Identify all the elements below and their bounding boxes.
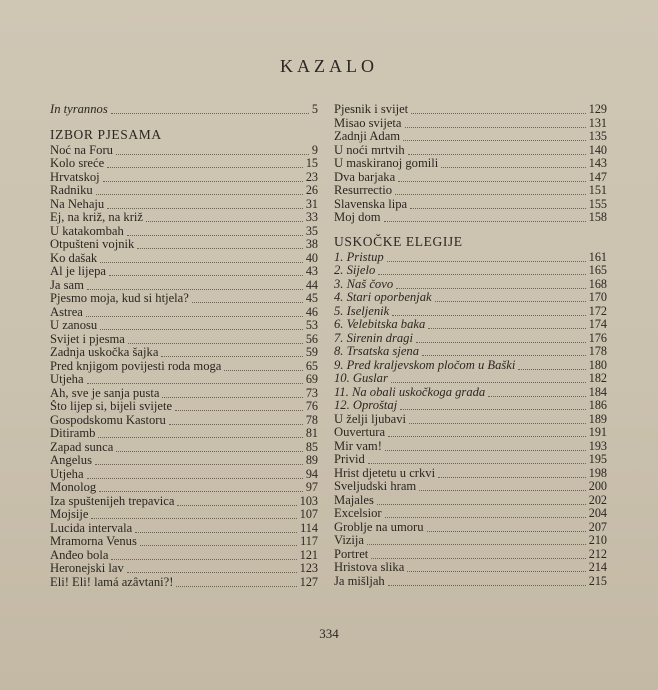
toc-entry <box>50 468 318 482</box>
dot-leader <box>488 387 585 397</box>
dot-leader <box>95 455 303 465</box>
toc-entry <box>334 386 607 400</box>
entry-page: 56 <box>305 332 318 346</box>
toc-entry <box>334 453 607 467</box>
entry-title: 12. Oproštaj <box>334 399 398 412</box>
entry-title: Angelus <box>50 454 92 467</box>
dot-leader <box>416 333 586 343</box>
entry-title: U zanosu <box>50 319 98 332</box>
toc-entry <box>50 400 318 414</box>
dot-leader <box>378 265 585 275</box>
dot-leader <box>403 131 586 141</box>
entry-page: 168 <box>588 277 607 291</box>
toc-entry <box>334 440 607 454</box>
toc-entry <box>334 534 607 548</box>
dot-leader <box>127 563 297 573</box>
entry-page: 184 <box>588 385 607 399</box>
dot-leader <box>87 469 303 479</box>
entry-title: 9. Pred kraljevskom pločom u Baški <box>334 358 516 372</box>
entry-title: Pjesnik i svijet <box>334 103 409 116</box>
dot-leader <box>103 172 303 182</box>
entry-title: Lucida intervala <box>50 521 133 535</box>
toc-entry <box>334 198 607 212</box>
dot-leader <box>428 319 585 329</box>
toc-entry <box>50 549 318 563</box>
entry-title: Majales <box>334 493 374 507</box>
entry-page: 73 <box>305 386 318 400</box>
toc-entry <box>50 387 318 401</box>
toc-entry <box>50 238 318 252</box>
section-heading: USKOČKE ELEGIJE <box>334 233 463 249</box>
entry-title: Vizija <box>334 534 365 547</box>
entry-page: 172 <box>588 304 607 318</box>
dot-leader <box>396 279 586 289</box>
page-number: 334 <box>319 626 339 641</box>
entry-title: Eli! Eli! lamá azâvtani?! <box>50 575 174 589</box>
dot-leader <box>107 158 303 168</box>
dot-leader <box>398 172 586 182</box>
toc-entry <box>50 265 318 279</box>
entry-page: 15 <box>305 157 318 170</box>
toc-entry <box>334 467 607 481</box>
toc-entry <box>50 427 318 441</box>
entry-page: 127 <box>299 575 318 589</box>
entry-title: Gospodskomu Kastoru <box>50 413 166 427</box>
entry-page: 195 <box>588 453 607 466</box>
toc-entry <box>50 576 318 590</box>
entry-title: Dva barjaka <box>334 170 396 184</box>
entry-title: Ja mišljah <box>334 574 385 588</box>
dot-leader <box>100 320 303 330</box>
toc-entry <box>50 535 318 549</box>
entry-page: 200 <box>588 480 607 493</box>
dot-leader <box>224 361 302 371</box>
entry-title: Hrist djetetu u crkvi <box>334 466 436 480</box>
entry-title: 5. Iseljenik <box>334 304 390 318</box>
entry-title: Al je lijepa <box>50 265 106 278</box>
entry-title: 8. Trsatska sjena <box>334 345 420 358</box>
entry-page: 202 <box>588 493 607 507</box>
toc-entry <box>334 548 607 562</box>
entry-page: 121 <box>299 548 318 562</box>
entry-page: 78 <box>305 413 318 427</box>
dot-leader <box>422 346 586 356</box>
entry-title: Groblje na umoru <box>334 520 424 534</box>
entry-title: Zapad sunca <box>50 440 114 454</box>
toc-entry <box>334 211 607 225</box>
entry-title: Mramorna Venus <box>50 535 137 548</box>
entry-title: Ja sam <box>50 278 84 292</box>
toc-entry <box>334 372 607 386</box>
toc-entry <box>334 117 607 131</box>
dot-leader <box>377 495 586 505</box>
toc-entry <box>334 494 607 508</box>
dot-leader <box>409 414 586 424</box>
dot-leader <box>405 118 586 128</box>
entry-page: 210 <box>588 534 607 547</box>
entry-page: 97 <box>305 481 318 494</box>
toc-entry <box>334 507 607 521</box>
entry-page: 38 <box>305 238 318 251</box>
dot-leader <box>128 334 303 344</box>
toc-entry <box>50 562 318 576</box>
entry-page: 143 <box>588 157 607 170</box>
entry-page: 81 <box>305 427 318 440</box>
toc-entry <box>50 441 318 455</box>
toc-entry <box>50 373 318 387</box>
toc-entry <box>334 251 607 265</box>
entry-page: 65 <box>305 359 318 373</box>
entry-page: 76 <box>305 400 318 413</box>
entry-title: Portret <box>334 547 369 561</box>
dot-leader <box>140 536 297 546</box>
entry-title: Iza spuštenijeh trepavica <box>50 494 175 508</box>
toc-entry <box>50 171 318 185</box>
entry-page: 31 <box>305 197 318 211</box>
entry-title: Svijet i pjesma <box>50 332 125 346</box>
entry-page: 53 <box>305 319 318 332</box>
dot-leader <box>391 373 586 383</box>
entry-title: Hristova slika <box>334 561 405 574</box>
toc-entry <box>50 184 318 198</box>
dot-leader <box>368 454 586 464</box>
entry-page: 117 <box>300 535 318 548</box>
right-column <box>334 103 607 588</box>
entry-page: 26 <box>305 184 318 197</box>
toc-entry <box>50 198 318 212</box>
toc-entry <box>50 157 318 171</box>
entry-title: 4. Stari oporbenjak <box>334 291 432 304</box>
entry-title: U noći mrtvih <box>334 143 405 157</box>
toc-entry <box>334 144 607 158</box>
dot-leader <box>427 522 586 532</box>
entry-page: 103 <box>299 494 318 508</box>
dot-leader <box>111 104 309 114</box>
entry-title: Otpušteni vojnik <box>50 238 135 251</box>
entry-page: 94 <box>305 467 318 481</box>
entry-title: 1. Pristup <box>334 250 384 264</box>
entry-title: Kolo sreće <box>50 157 105 170</box>
entry-page: 180 <box>588 358 607 372</box>
toc-entry <box>50 211 318 225</box>
dot-leader <box>371 549 585 559</box>
toc-entry <box>50 319 318 333</box>
toc-entry <box>50 279 318 293</box>
toc-list <box>334 103 607 225</box>
entry-title: 10. Guslar <box>334 372 388 385</box>
dot-leader <box>107 199 303 209</box>
entry-page: 140 <box>588 143 607 157</box>
toc-entry <box>334 575 607 589</box>
entry-title: Radniku <box>50 184 93 197</box>
entry-page: 85 <box>305 440 318 454</box>
entry-page: 9 <box>311 143 318 157</box>
entry-page: 135 <box>588 130 607 143</box>
toc-entry <box>50 103 318 117</box>
dot-leader <box>367 535 586 545</box>
toc-entry <box>334 264 607 278</box>
entry-page: 46 <box>305 305 318 319</box>
toc-entry <box>334 413 607 427</box>
entry-page: 204 <box>588 507 607 520</box>
entry-page: 131 <box>588 116 607 130</box>
entry-page: 214 <box>588 561 607 574</box>
entry-title: Noć na Foru <box>50 143 113 157</box>
entry-page: 158 <box>588 211 607 224</box>
dot-leader <box>388 576 586 586</box>
dot-leader <box>385 508 586 518</box>
entry-title: Monolog <box>50 481 97 494</box>
toc-entry <box>334 305 607 319</box>
dot-leader <box>109 266 303 276</box>
entry-page: 165 <box>588 264 607 277</box>
toc-entry <box>334 184 607 198</box>
entry-title: Utjeha <box>50 467 84 481</box>
entry-page: 147 <box>588 170 607 184</box>
dot-leader <box>441 158 585 168</box>
section-heading: IZBOR PJESAMA <box>50 126 162 142</box>
dot-leader <box>384 212 586 222</box>
toc-list <box>334 413 607 589</box>
entry-page: 23 <box>305 170 318 184</box>
toc-entry <box>334 332 607 346</box>
toc-entry <box>50 346 318 360</box>
toc-entry <box>334 278 607 292</box>
entry-page: 43 <box>305 265 318 278</box>
entry-page: 69 <box>305 373 318 386</box>
toc-entry <box>50 508 318 522</box>
toc-entry <box>50 495 318 509</box>
entry-title: Anđeo bola <box>50 548 109 562</box>
page-title: KAZALO <box>280 56 378 76</box>
toc-entry <box>50 252 318 266</box>
entry-title: 11. Na obali uskočkoga grada <box>334 385 486 399</box>
toc-entry <box>334 103 607 117</box>
toc-entry <box>50 333 318 347</box>
dot-leader <box>518 360 585 370</box>
entry-title: In tyrannos <box>50 103 108 116</box>
toc-entry <box>50 522 318 536</box>
dot-leader <box>96 185 303 195</box>
entry-title: Što lijep si, bijeli svijete <box>50 400 173 413</box>
entry-title: Astrea <box>50 305 83 319</box>
dot-leader <box>146 212 303 222</box>
dot-leader <box>177 496 296 506</box>
entry-page: 44 <box>305 278 318 292</box>
entry-title: Slavenska lipa <box>334 197 408 211</box>
dot-leader <box>419 481 586 491</box>
entry-title: U katakombah <box>50 224 124 238</box>
dot-leader <box>100 253 303 263</box>
dot-leader <box>162 388 302 398</box>
dot-leader <box>395 185 586 195</box>
entry-title: Moj dom <box>334 211 381 224</box>
toc-entry <box>50 481 318 495</box>
entry-page: 176 <box>588 331 607 345</box>
toc-entry <box>334 426 607 440</box>
toc-entry <box>334 157 607 171</box>
entry-title: Heronejski lav <box>50 562 124 575</box>
entry-title: Ah, sve je sanja pusta <box>50 386 160 400</box>
toc-list <box>334 251 607 413</box>
entry-title: 7. Sirenin dragi <box>334 331 413 345</box>
dot-leader <box>438 468 586 478</box>
toc-entry <box>50 292 318 306</box>
entry-title: Ko dašak <box>50 251 98 265</box>
entry-title: Mir vam! <box>334 439 382 453</box>
entry-page: 59 <box>305 346 318 359</box>
entry-page: 5 <box>311 103 318 116</box>
dot-leader <box>127 226 303 236</box>
dot-leader <box>388 427 586 437</box>
entry-title: 6. Velebitska baka <box>334 318 426 331</box>
entry-page: 35 <box>305 224 318 238</box>
entry-title: Excelsior <box>334 507 382 520</box>
entry-page: 191 <box>588 426 607 439</box>
entry-title: Pjesmo moja, kud si htjela? <box>50 292 189 305</box>
entry-title: Na Nehaju <box>50 197 105 211</box>
entry-page: 182 <box>588 372 607 385</box>
dot-leader <box>175 401 303 411</box>
entry-page: 129 <box>588 103 607 116</box>
entry-page: 207 <box>588 520 607 534</box>
toc-list <box>50 144 318 590</box>
entry-title: Pred knjigom povijesti roda moga <box>50 359 222 373</box>
entry-title: Zadnji Adam <box>334 130 401 143</box>
dot-leader <box>99 482 303 492</box>
entry-page: 123 <box>299 562 318 575</box>
dot-leader <box>116 145 309 155</box>
toc-entry <box>50 454 318 468</box>
dot-leader <box>176 577 296 587</box>
entry-page: 178 <box>588 345 607 358</box>
toc-entry <box>334 130 607 144</box>
entry-page: 161 <box>588 250 607 264</box>
entry-title: Mojsije <box>50 508 89 521</box>
toc-entry <box>334 521 607 535</box>
dot-leader <box>111 550 296 560</box>
toc-entry <box>50 360 318 374</box>
toc-entry <box>334 480 607 494</box>
entry-page: 212 <box>588 547 607 561</box>
dot-leader <box>87 280 303 290</box>
dot-leader <box>116 442 303 452</box>
entry-page: 198 <box>588 466 607 480</box>
dot-leader <box>135 523 297 533</box>
entry-page: 215 <box>588 574 607 588</box>
entry-title: Privid <box>334 453 365 466</box>
entry-page: 151 <box>588 184 607 197</box>
dot-leader <box>385 441 586 451</box>
entry-title: U želji ljubavi <box>334 412 407 426</box>
entry-title: Sveljudski hram <box>334 480 417 493</box>
dot-leader <box>192 293 303 303</box>
toc-entry <box>50 414 318 428</box>
toc-entry <box>334 399 607 413</box>
toc-entry <box>334 291 607 305</box>
entry-page: 186 <box>588 399 607 412</box>
dot-leader <box>98 428 302 438</box>
entry-page: 170 <box>588 291 607 304</box>
dot-leader <box>87 374 303 384</box>
dot-leader <box>435 292 586 302</box>
toc-entry <box>50 225 318 239</box>
entry-title: U maskiranoj gomili <box>334 157 439 170</box>
entry-title: Utjeha <box>50 373 84 386</box>
toc-entry <box>334 561 607 575</box>
entry-title: Resurrectio <box>334 184 393 197</box>
entry-title: Hrvatskoj <box>50 170 100 184</box>
entry-page: 114 <box>300 521 318 535</box>
entry-title: Ej, na križ, na križ <box>50 211 144 224</box>
entry-title: 2. Sijelo <box>334 264 376 277</box>
toc-entry <box>334 345 607 359</box>
dot-leader <box>408 145 586 155</box>
dot-leader <box>161 347 302 357</box>
dot-leader <box>407 562 585 572</box>
dot-leader <box>392 306 585 316</box>
dot-leader <box>400 400 586 410</box>
entry-page: 45 <box>305 292 318 305</box>
dot-leader <box>91 509 296 519</box>
entry-page: 193 <box>588 439 607 453</box>
entry-page: 33 <box>305 211 318 224</box>
dot-leader <box>137 239 303 249</box>
toc-entry <box>334 318 607 332</box>
entry-title: Misao svijeta <box>334 116 402 130</box>
entry-page: 40 <box>305 251 318 265</box>
toc-entry <box>334 359 607 373</box>
entry-page: 89 <box>305 454 318 467</box>
toc-entry <box>334 171 607 185</box>
left-column <box>50 103 318 589</box>
dot-leader <box>410 199 586 209</box>
dot-leader <box>387 252 586 262</box>
toc-entry <box>50 144 318 158</box>
entry-title: Zadnja uskočka šajka <box>50 346 159 359</box>
entry-page: 107 <box>299 508 318 521</box>
dot-leader <box>411 104 586 114</box>
entry-page: 155 <box>588 197 607 211</box>
entry-title: Ditiramb <box>50 427 96 440</box>
toc-entry <box>50 306 318 320</box>
dot-leader <box>169 415 303 425</box>
entry-page: 189 <box>588 412 607 426</box>
entry-title: 3. Naš čovo <box>334 277 394 291</box>
entry-page: 174 <box>588 318 607 331</box>
dot-leader <box>86 307 303 317</box>
entry-title: Ouvertura <box>334 426 386 439</box>
